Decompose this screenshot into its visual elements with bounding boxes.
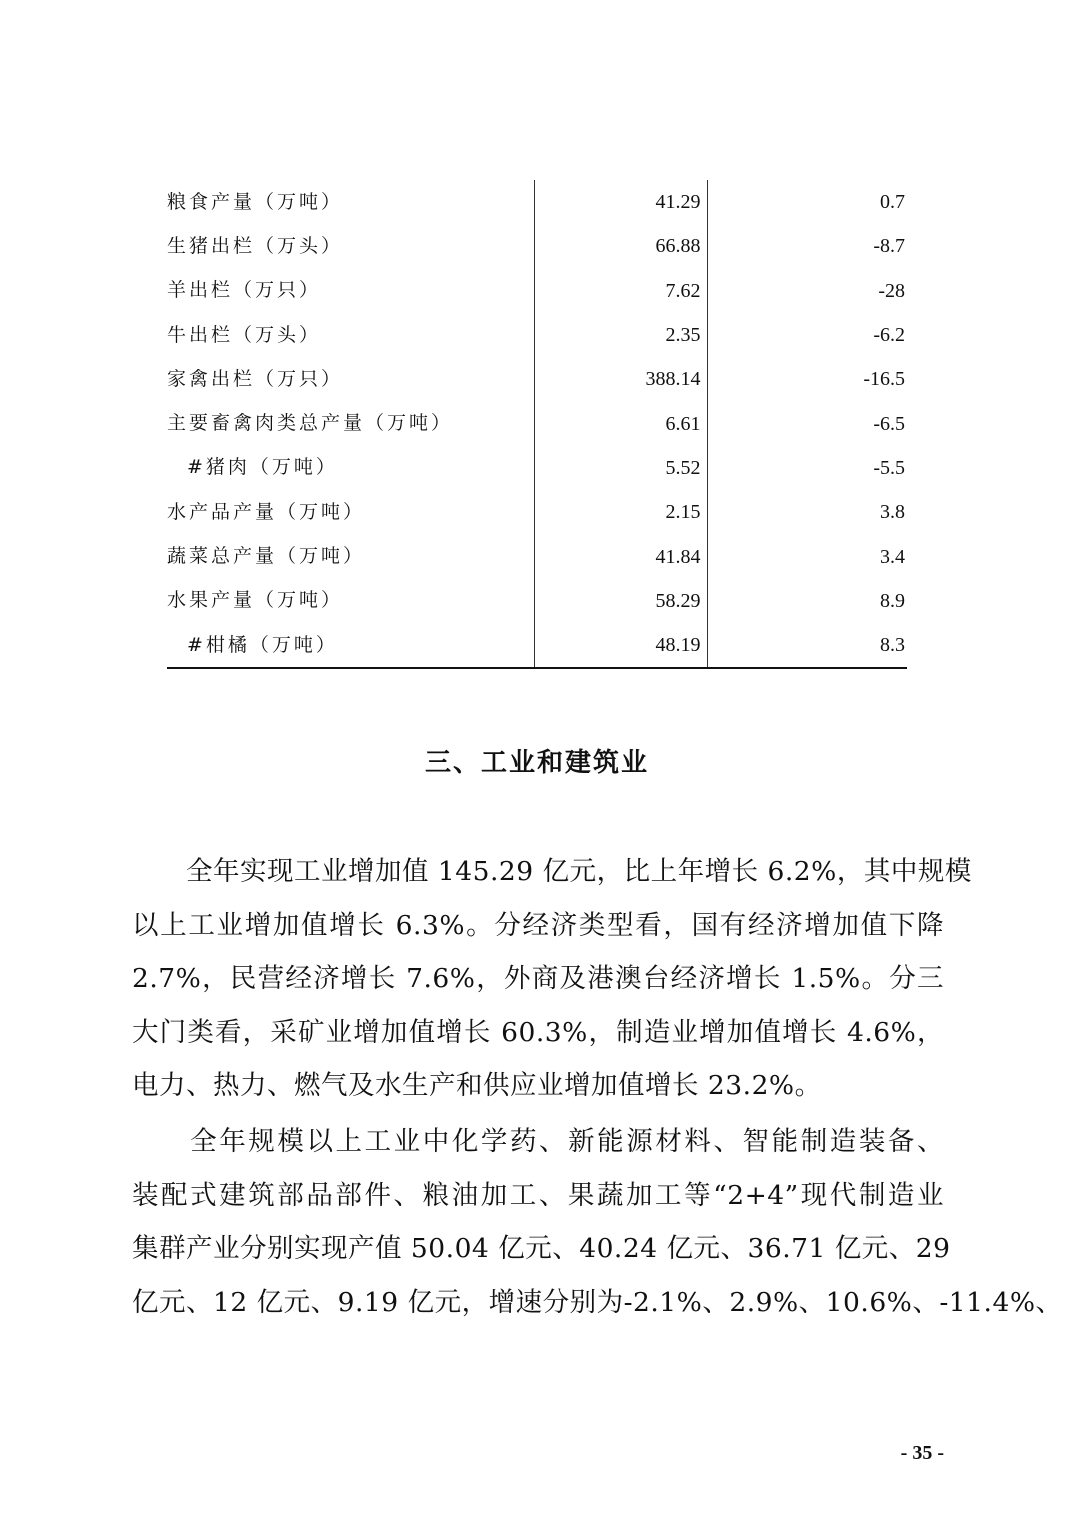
item-name: 家禽出栏（万只） (167, 367, 344, 390)
statistics-table-section (167, 180, 907, 669)
item-change: -6.2 (707, 313, 907, 357)
item-name: 生猪出栏（万头） (167, 234, 344, 257)
item-value: 48.19 (534, 623, 707, 667)
item-change: 8.3 (707, 623, 907, 667)
item-change: -28 (707, 269, 907, 313)
item-value: 2.15 (534, 490, 707, 534)
paragraph-line: 大门类看，采矿业增加值增长 60.3%，制造业增加值增长 4.6%， (132, 1016, 944, 1048)
table-row (167, 180, 907, 224)
table-row (167, 623, 907, 667)
item-value: 66.88 (534, 224, 707, 268)
table-row (167, 224, 907, 268)
item-name: 粮食产量（万吨） (167, 190, 344, 213)
paragraph-line: 全年实现工业增加值 145.29 亿元，比上年增长 6.2%，其中规模 (132, 856, 972, 887)
item-value: 2.35 (534, 313, 707, 357)
item-change: -6.5 (707, 401, 907, 445)
paragraph-line: 电力、热力、燃气及水生产和供应业增加值增长 23.2%。 (132, 1070, 822, 1101)
item-value: 5.52 (534, 446, 707, 490)
item-name: 水果产量（万吨） (167, 589, 344, 612)
item-value: 6.61 (534, 401, 707, 445)
section-heading: 三、工业和建筑业 (424, 748, 649, 778)
item-value: 41.84 (534, 534, 707, 578)
table-row (167, 446, 907, 490)
agriculture-statistics-table (167, 180, 907, 667)
table-row (167, 579, 907, 623)
item-name: #猪肉（万吨） (187, 456, 338, 479)
item-value: 41.29 (534, 180, 707, 224)
paragraph-line: 亿元、12 亿元、9.19 亿元，增速分别为-2.1%、2.9%、10.6%、-11.4%、 (132, 1286, 1063, 1318)
paragraph-line: 装配式建筑部品部件、粮油加工、果蔬加工等“2+4”现代制造业 (132, 1179, 944, 1211)
item-value: 58.29 (534, 579, 707, 623)
item-value: 7.62 (534, 269, 707, 313)
item-change: -5.5 (707, 446, 907, 490)
paragraph-manufacturing-clusters (132, 1115, 1063, 1329)
paragraph-line: 以上工业增加值增长 6.3%。分经济类型看，国有经济增加值下降 (132, 909, 944, 941)
paragraph-line: 2.7%，民营经济增长 7.6%，外商及港澳台经济增长 1.5%。分三 (132, 963, 944, 994)
item-name: 蔬菜总产量（万吨） (167, 545, 366, 568)
table-row (167, 357, 907, 401)
paragraph-line: 全年规模以上工业中化学药、新能源材料、智能制造装备、 (132, 1126, 944, 1157)
item-change: 8.9 (707, 579, 907, 623)
item-value: 388.14 (534, 357, 707, 401)
item-name: 主要畜禽肉类总产量（万吨） (167, 412, 454, 435)
item-change: -16.5 (707, 357, 907, 401)
item-change: -8.7 (707, 224, 907, 268)
table-row (167, 534, 907, 578)
table-row (167, 269, 907, 313)
item-change: 3.8 (707, 490, 907, 534)
item-name: 水产品产量（万吨） (167, 500, 366, 523)
item-change: 3.4 (707, 534, 907, 578)
item-name: 羊出栏（万只） (167, 279, 322, 302)
table-row (167, 490, 907, 534)
table-body (167, 180, 907, 667)
item-change: 0.7 (707, 180, 907, 224)
table-bottom-rule (167, 667, 907, 669)
table-row (167, 313, 907, 357)
item-name: 牛出栏（万头） (167, 323, 322, 346)
paragraph-line: 集群产业分别实现产值 50.04 亿元、40.24 亿元、36.71 亿元、29 (132, 1233, 951, 1264)
paragraph-industry-value-added (132, 845, 972, 1113)
item-name: #柑橘（万吨） (187, 633, 338, 656)
page-number: - 35 - (900, 1442, 944, 1464)
table-row (167, 401, 907, 445)
